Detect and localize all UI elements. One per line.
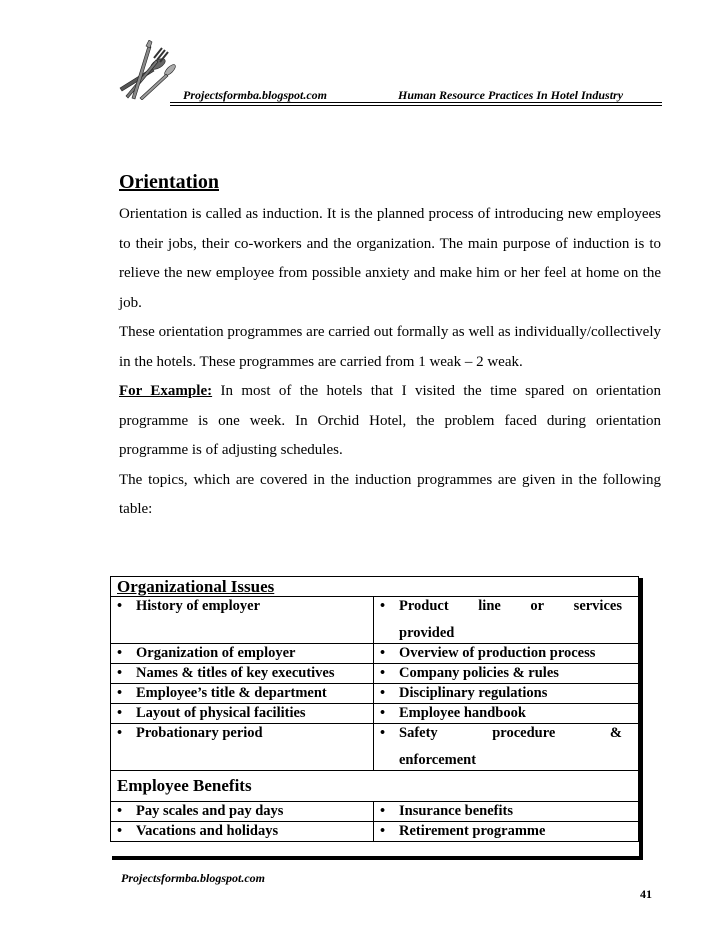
section-title: Orientation	[119, 171, 219, 193]
cell: Names & titles of key executives	[136, 665, 335, 681]
header-site: Projectsformba.blogspot.com	[183, 88, 327, 102]
header-rule	[170, 102, 662, 103]
cell: Employee’s title & department	[136, 685, 327, 701]
table-row: • Pay scales and pay days • Insurance benefits	[111, 802, 639, 822]
page-number: 41	[640, 887, 652, 901]
cell: Organization of employer	[136, 645, 296, 661]
table-shadow-bottom	[112, 856, 643, 860]
cell: Probationary period	[136, 725, 263, 741]
table-row: • Names & titles of key executives • Company policies & rules	[111, 664, 639, 684]
fork-knife-logo-icon	[112, 40, 192, 100]
table-row: • Employee’s title & department • Disciplinary regulations	[111, 684, 639, 704]
paragraph-2: These orientation programmes are carried out formally as well as individually/collectively in the hotels. These programmes are carried from 1 weak – 2 weak.	[119, 324, 661, 370]
cell: Retirement programme	[399, 823, 546, 839]
induction-topics-table	[110, 576, 639, 842]
paragraph-4: The topics, which are covered in the induction programmes are given in the following table:	[119, 471, 661, 517]
cell: Vacations and holidays	[136, 823, 279, 839]
header-rule-thin	[170, 105, 662, 106]
cell: Company policies & rules	[399, 665, 559, 681]
footer-site: Projectsformba.blogspot.com	[121, 871, 265, 885]
cell: Employee handbook	[399, 705, 526, 721]
benefits-heading: Employee Benefits	[111, 771, 639, 802]
cell: History of employer	[136, 598, 261, 614]
cell: Disciplinary regulations	[399, 685, 548, 701]
cell: Overview of production process	[399, 645, 596, 661]
table-row: • Organization of employer • Overview of production process	[111, 644, 639, 664]
org-issues-heading: Organizational Issues	[111, 577, 639, 597]
table-row: • Layout of physical facilities • Employee handbook	[111, 704, 639, 724]
cell: Insurance benefits	[399, 803, 513, 819]
example-text: In most of the hotels that I visited the time spared on orientation programme is one week. In Orchid Hotel, the problem faced during orientation programme is of adjusting schedules.	[119, 383, 662, 458]
table-shadow-right	[639, 578, 643, 860]
table-row: • History of employer • Product line or services provided	[111, 597, 639, 644]
cell: Pay scales and pay days	[136, 803, 284, 819]
table-row: • Probationary period • Safety procedure & enforcement	[111, 724, 639, 771]
table-row: • Vacations and holidays • Retirement programme	[111, 822, 639, 842]
cell: Layout of physical facilities	[136, 705, 306, 721]
header-title: Human Resource Practices In Hotel Industry	[398, 88, 624, 102]
paragraph-3	[119, 377, 661, 466]
paragraph-1: Orientation is called as induction. It is the planned process of introducing new employees to their jobs, their co-workers and the organization. The main purpose of induction is to relieve the new employee from possible anxiety and make him or her feel at home on the job.	[119, 206, 661, 311]
example-label: For Example:	[119, 383, 213, 399]
main-content	[119, 168, 661, 525]
